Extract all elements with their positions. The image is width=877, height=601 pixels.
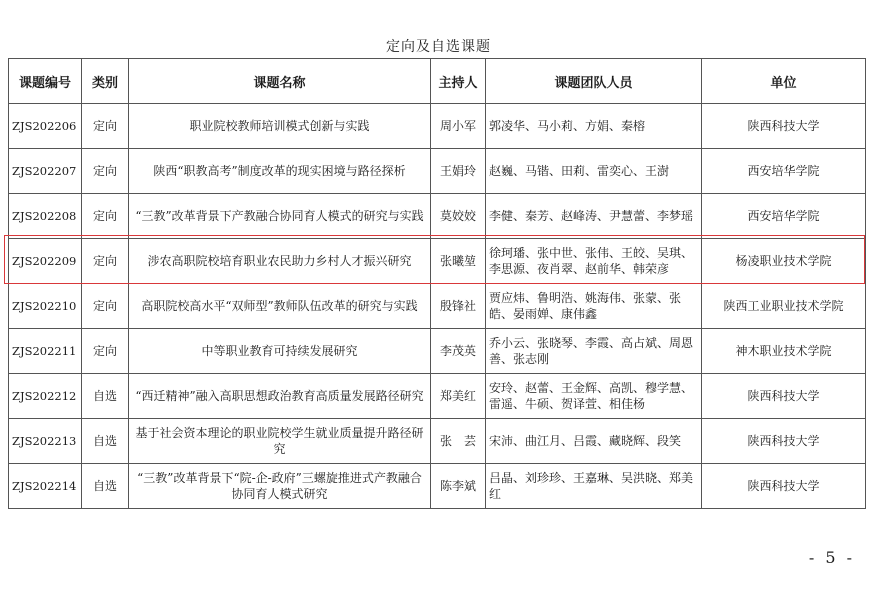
topic-name: 高职院校高水平“双师型”教师队伍改革的研究与实践: [129, 284, 431, 329]
topic-id: ZJS202210: [9, 284, 82, 329]
topic-team: 徐珂璠、张中世、张伟、王皎、吴琪、李思源、夜肖翠、赵前华、韩荣彦: [486, 239, 702, 284]
topic-unit: 西安培华学院: [702, 149, 866, 194]
table-row: [9, 464, 866, 509]
table-row: [9, 329, 866, 374]
topic-team: 宋沛、曲江月、吕霞、藏晓辉、段笑: [486, 419, 702, 464]
topic-host: 王娟玲: [431, 149, 486, 194]
topic-team: 郭凌华、马小莉、方娟、秦榕: [486, 104, 702, 149]
topic-category: 自选: [82, 374, 129, 419]
topic-team: 乔小云、张晓琴、李霞、高占斌、周恩善、张志刚: [486, 329, 702, 374]
topic-host: 周小军: [431, 104, 486, 149]
topics-table: [8, 58, 866, 509]
topic-unit: 陕西科技大学: [702, 464, 866, 509]
page-number: - 5 -: [808, 548, 855, 567]
topic-name: “西迁精神”融入高职思想政治教育高质量发展路径研究: [129, 374, 431, 419]
topic-unit: 西安培华学院: [702, 194, 866, 239]
topic-unit: 陕西科技大学: [702, 419, 866, 464]
table-row: [9, 149, 866, 194]
table-row: [9, 419, 866, 464]
topic-id: ZJS202214: [9, 464, 82, 509]
topic-category: 定向: [82, 149, 129, 194]
topic-unit: 陕西科技大学: [702, 104, 866, 149]
topic-id: ZJS202206: [9, 104, 82, 149]
table-row: [9, 374, 866, 419]
topic-id: ZJS202209: [9, 239, 82, 284]
table-row-highlighted: [9, 239, 866, 284]
table-row: [9, 104, 866, 149]
topic-team: 赵巍、马锴、田莉、雷奕心、王澍: [486, 149, 702, 194]
topic-unit: 神木职业技术学院: [702, 329, 866, 374]
topic-name: 涉农高职院校培育职业农民助力乡村人才振兴研究: [129, 239, 431, 284]
topic-name: “三教”改革背景下产教融合协同育人模式的研究与实践: [129, 194, 431, 239]
header-team: 课题团队人员: [486, 59, 702, 104]
topic-host: 郑美红: [431, 374, 486, 419]
topic-host: 李茂英: [431, 329, 486, 374]
topic-unit: 陕西工业职业技术学院: [702, 284, 866, 329]
table-row: [9, 284, 866, 329]
topic-id: ZJS202211: [9, 329, 82, 374]
topic-name: 中等职业教育可持续发展研究: [129, 329, 431, 374]
topic-id: ZJS202207: [9, 149, 82, 194]
topic-id: ZJS202212: [9, 374, 82, 419]
topic-name: 基于社会资本理论的职业院校学生就业质量提升路径研究: [129, 419, 431, 464]
page-title: 定向及自选课题: [386, 39, 491, 55]
topic-host: 陈李斌: [431, 464, 486, 509]
topic-id: ZJS202213: [9, 419, 82, 464]
topic-category: 定向: [82, 239, 129, 284]
topic-team: 吕晶、刘珍珍、王嘉琳、吴洪晓、郑美红: [486, 464, 702, 509]
header-topic-name: 课题名称: [129, 59, 431, 104]
header-host: 主持人: [431, 59, 486, 104]
topic-name: 陕西“职教高考”制度改革的现实困境与路径探析: [129, 149, 431, 194]
topic-team: 贾应炜、鲁明浩、姚海伟、张蒙、张皓、晏雨婵、康伟鑫: [486, 284, 702, 329]
topic-name: “三教”改革背景下“院-企-政府”三螺旋推进式产教融合协同育人模式研究: [129, 464, 431, 509]
topic-unit: 杨凌职业技术学院: [702, 239, 866, 284]
topic-team: 安玲、赵蕾、王金辉、高凯、穆学慧、雷遥、牛硕、贺译萱、相佳杨: [486, 374, 702, 419]
topic-id: ZJS202208: [9, 194, 82, 239]
topic-category: 定向: [82, 104, 129, 149]
table-row: [9, 194, 866, 239]
topic-name: 职业院校教师培训模式创新与实践: [129, 104, 431, 149]
topic-team: 李健、秦芳、赵峰涛、尹慧蕾、李梦瑶: [486, 194, 702, 239]
topic-category: 自选: [82, 419, 129, 464]
topic-category: 定向: [82, 329, 129, 374]
topic-host: 殷锋社: [431, 284, 486, 329]
topic-category: 自选: [82, 464, 129, 509]
topic-category: 定向: [82, 284, 129, 329]
table-header-row: [9, 59, 866, 104]
topic-category: 定向: [82, 194, 129, 239]
topic-host: 张 芸: [431, 419, 486, 464]
header-unit: 单位: [702, 59, 866, 104]
topic-host: 莫姣姣: [431, 194, 486, 239]
topic-unit: 陕西科技大学: [702, 374, 866, 419]
header-topic-id: 课题编号: [9, 59, 82, 104]
topic-host: 张曦堃: [431, 239, 486, 284]
header-category: 类别: [82, 59, 129, 104]
